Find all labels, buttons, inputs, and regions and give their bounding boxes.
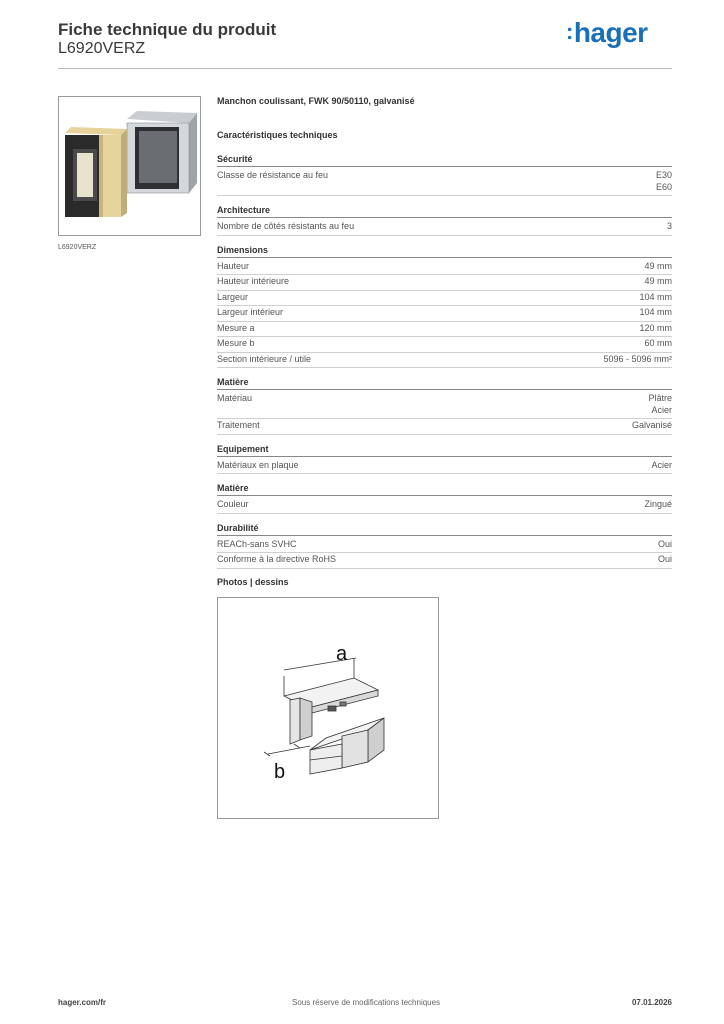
spec-group-title: Matière [217,377,672,390]
spec-value: 49 mm [644,260,672,271]
label-a: a [336,643,348,665]
spec-value: 49 mm [644,276,672,286]
product-photo [58,96,201,236]
spec-group-matiere [217,377,672,435]
spec-value: 104 mm [639,307,672,317]
spec-row [217,459,672,475]
spec-label: Hauteur intérieure [217,276,290,286]
logo-text: hager [573,17,648,48]
spec-value [656,170,672,193]
spec-row [217,291,672,307]
spec-row [217,275,672,291]
spec-label: Conforme à la directive RoHS [217,554,337,564]
spec-row [217,538,672,554]
dimension-drawing-illustration [218,598,438,818]
spec-row [217,353,672,369]
spec-label: Section intérieure / utile [217,353,312,364]
spec-group-securite [217,154,672,196]
footer-notice: Sous réserve de modifications techniques [292,998,441,1007]
spec-group-architecture [217,205,672,236]
hager-logo [566,17,648,49]
spec-row [217,322,672,338]
product-reference: L6920VERZ [58,40,146,57]
spec-value: Galvanisé [631,420,672,430]
spec-group-durabilite [217,523,672,569]
specs-panel [217,96,672,578]
spec-row [217,498,672,514]
spec-value: 3 [666,221,672,231]
product-photo-caption: L6920VERZ [58,244,97,251]
spec-row [217,419,672,435]
spec-group-title: Sécurité [217,154,672,167]
spec-label: REACh-sans SVHC [217,538,297,549]
specs-heading: Caractéristiques techniques [217,130,338,140]
dimension-drawing [217,597,439,819]
spec-value: 60 mm [644,338,672,348]
spec-value: 104 mm [639,291,672,302]
photos-heading: Photos | dessins [217,577,289,587]
spec-value-line: Plâtre [648,393,672,403]
spec-row [217,553,672,569]
spec-label: Hauteur [217,260,250,271]
spec-label: Traitement [217,420,260,430]
spec-label: Largeur intérieur [217,307,284,317]
spec-value: Oui [657,538,672,549]
spec-label: Matériau [217,393,253,403]
spec-value: Oui [657,554,672,564]
spec-label: Mesure a [217,322,255,333]
label-b: b [274,761,286,783]
spec-value: 5096 - 5096 mm² [603,353,672,364]
spec-group-title: Architecture [217,205,672,218]
spec-row [217,337,672,353]
spec-group-matiere-couleur [217,483,672,514]
spec-row [217,392,672,419]
spec-group-dimensions [217,245,672,369]
spec-value: Acier [651,459,672,470]
spec-row [217,306,672,322]
spec-label: Largeur [217,291,249,302]
footer-date: 07.01.2026 [631,998,672,1007]
spec-value: Zingué [644,499,672,509]
spec-group-title: Dimensions [217,245,672,258]
spec-label: Classe de résistance au feu [217,170,329,180]
spec-value-line: Acier [651,404,672,415]
spec-group-title: Durabilité [217,523,672,536]
spec-label: Couleur [217,499,249,509]
page-title: Fiche technique du produit [58,20,277,39]
spec-row [217,260,672,276]
product-title: Manchon coulissant, FWK 90/50110, galvanisé [217,96,415,106]
spec-label: Nombre de côtés résistants au feu [217,221,355,231]
spec-value: 120 mm [639,322,672,333]
spec-group-title: Matière [217,483,672,496]
spec-value-line: E60 [655,181,672,192]
spec-value [648,393,672,416]
spec-value-line: E30 [655,170,672,180]
header-divider [58,68,672,69]
product-photo-illustration [59,97,200,235]
spec-row [217,220,672,236]
spec-label: Mesure b [217,338,255,348]
logo-dots-icon: : [566,19,573,44]
footer-website[interactable]: hager.com/fr [58,998,107,1007]
spec-group-title: Equipement [217,444,672,457]
spec-group-equipement [217,444,672,475]
spec-label: Matériaux en plaque [217,459,299,470]
spec-row [217,169,672,196]
